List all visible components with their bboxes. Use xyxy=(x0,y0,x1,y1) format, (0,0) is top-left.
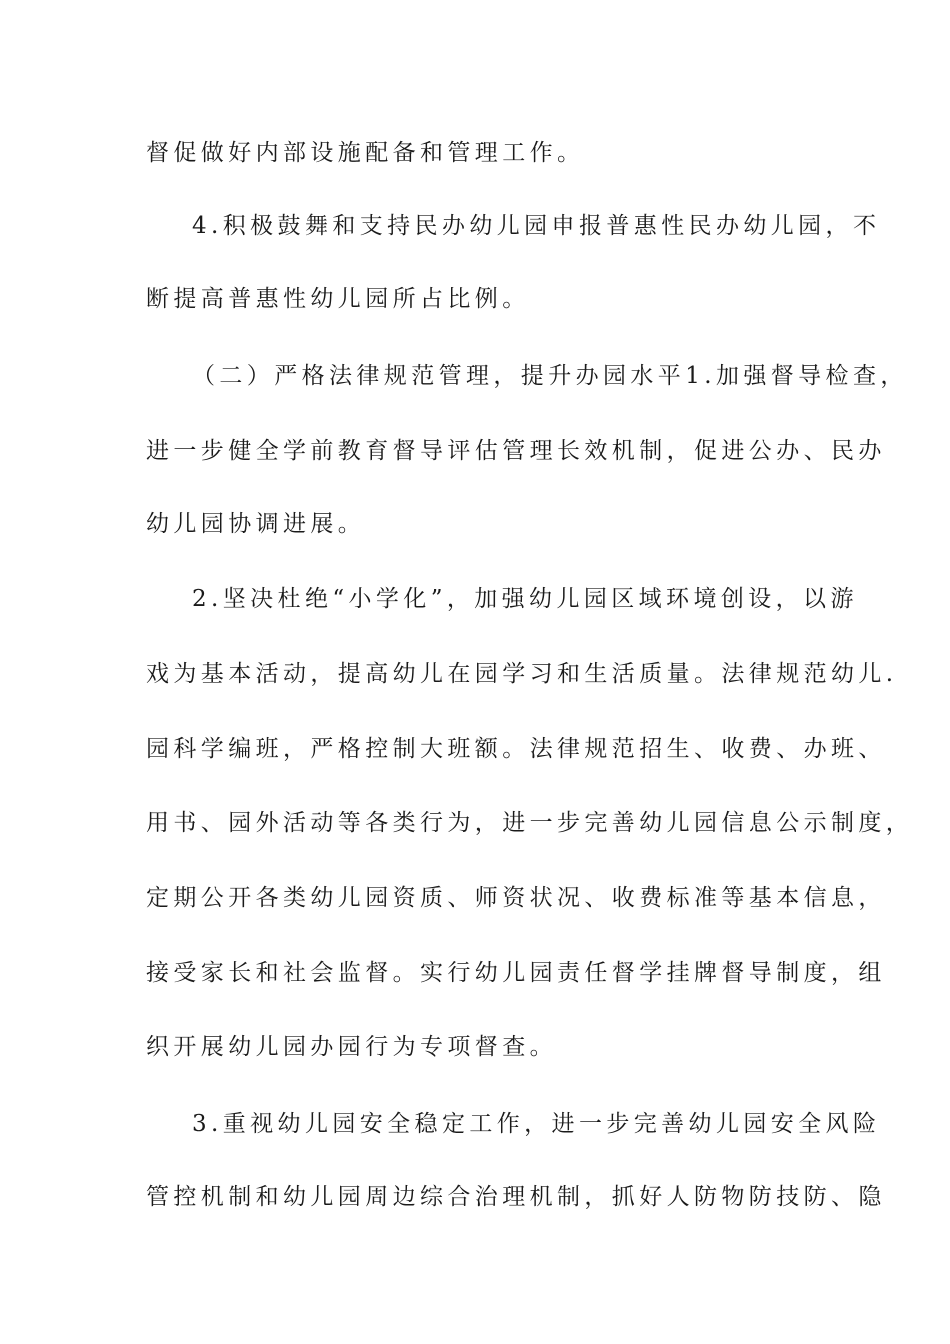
text-line: 用书、园外活动等各类行为，进一步完善幼儿园信息公示制度， xyxy=(146,810,914,836)
text-line: 戏为基本活动，提高幼儿在园学习和生活质量。法律规范幼儿. xyxy=(146,661,898,687)
text-line: 接受家长和社会监督。实行幼儿园责任督学挂牌督导制度，组 xyxy=(146,960,886,986)
text-line: 4.积极鼓舞和支持民办幼儿园申报普惠性民办幼儿园，不 xyxy=(192,213,881,239)
text-line: 3.重视幼儿园安全稳定工作，进一步完善幼儿园安全风险 xyxy=(192,1111,881,1137)
text-line: 织开展幼儿园办园行为专项督查。 xyxy=(146,1034,557,1060)
text-line: 督促做好内部设施配备和管理工作。 xyxy=(146,140,585,166)
text-line: 幼儿园协调进展。 xyxy=(146,511,366,537)
text-line: 2.坚决杜绝“小学化”，加强幼儿园区域环境创设，以游 xyxy=(192,586,858,612)
text-line: 进一步健全学前教育督导评估管理长效机制，促进公办、民办 xyxy=(146,438,886,464)
text-line: 断提高普惠性幼儿园所占比例。 xyxy=(146,286,530,312)
text-line: （二）严格法律规范管理，提升办园水平1.加强督导检查， xyxy=(192,363,908,389)
text-line: 定期公开各类幼儿园资质、师资状况、收费标准等基本信息， xyxy=(146,885,886,911)
text-line: 园科学编班，严格控制大班额。法律规范招生、收费、办班、 xyxy=(146,736,886,762)
text-line: 管控机制和幼儿园周边综合治理机制，抓好人防物防技防、隐 xyxy=(146,1184,886,1210)
